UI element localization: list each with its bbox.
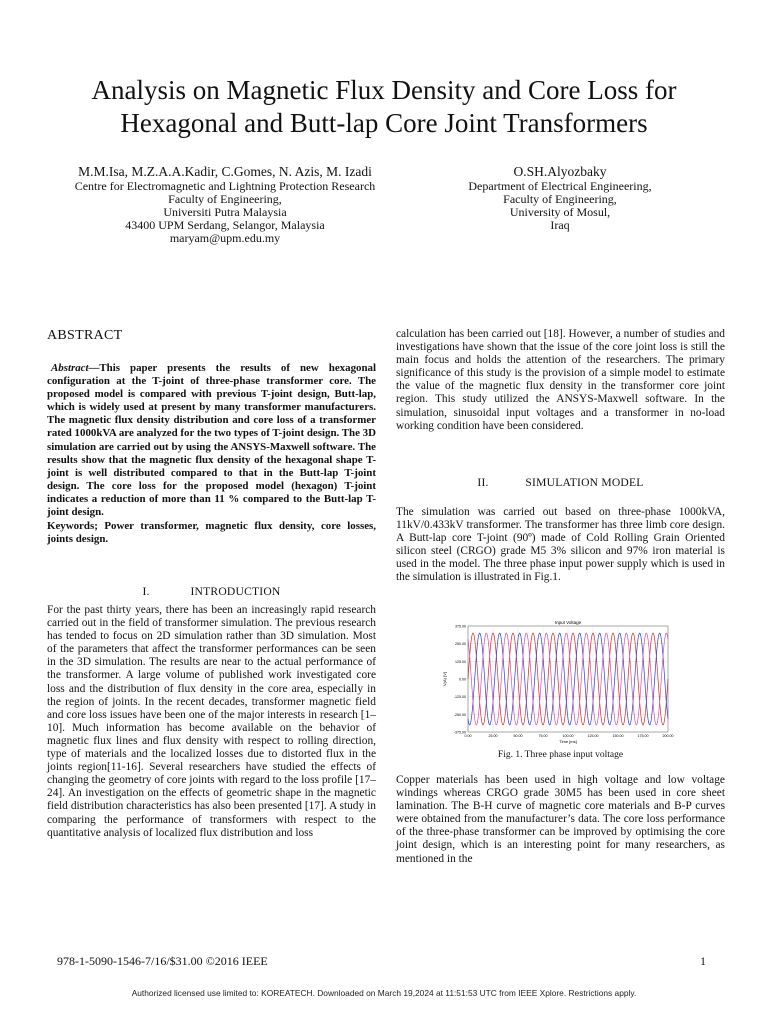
x-tick-label: 100.00 [562, 734, 574, 738]
author-names-right: O.SH.Alyozbaky [513, 164, 607, 179]
author-email[interactable]: maryam@upm.edu.my [169, 231, 281, 245]
x-tick-label: 175.00 [637, 734, 649, 738]
affiliation-line: Centre for Electromagnetic and Lightning Protection Research [74, 179, 376, 193]
figure-caption: Fig. 1. Three phase input voltage [497, 750, 624, 760]
x-tick-label: 125.00 [587, 734, 599, 738]
x-tick-label: 0.00 [464, 734, 472, 738]
affiliation-line: Faculty of Engineering, [168, 192, 282, 206]
y-tick-label: -125.00 [453, 695, 466, 700]
x-axis-label: Time [ms] [559, 739, 577, 744]
abstract-body [47, 362, 376, 519]
introduction-paragraph: For the past thirty years, there has been an increasingly rapid research carried out in the field of transformer simulation. The previous research has tended to focus on 2D simulation rather than 3D simulation. Most of the parameters that affect the transformer performances can be seen in the 3D simulation. The results are near to the actual performance of the transformer. A large volume of published work investigated core loss and the distribution of flux density in the core area, especially in the region of joints. In the recent decades, transformer magnetic field and core loss issues have been one of the major interests in research [1–10]. Much information has become available on the behavior of magnetic flux lines and flux density with respect to rolling direction, type of materials and the localized losses due to distorted flux in the joints region[11-16]. Several researchers have studied the effects of changing the geometry of core joints with regard to the loss profile [17–24]. An investigation on the effects of geometric shape in the magnetic field distribution characteristics has also been presented [17]. A study in comparing the performance of transformers with respect to the quantitative analysis of localized flux distribution and loss [47, 604, 376, 839]
section-heading-simulation-model [396, 476, 725, 489]
x-tick-label: 75.00 [538, 734, 548, 738]
page-number: 1 [700, 954, 706, 968]
y-tick-label: 250.00 [455, 642, 466, 647]
y-tick-label: -250.00 [453, 712, 466, 717]
affiliation-line: Universiti Putra Malaysia [163, 205, 287, 219]
abstract-heading: ABSTRACT [47, 328, 123, 343]
section-number: II. [477, 476, 489, 489]
figure-title: Input Voltage [554, 620, 582, 625]
y-tick-label: -375.00 [453, 730, 466, 735]
author-block-right [400, 164, 720, 232]
figure-input-voltage [440, 616, 678, 746]
affiliation-line: Iraq [550, 218, 570, 232]
affiliation-line: Faculty of Engineering, [503, 192, 617, 206]
author-block-left [40, 164, 410, 245]
section-heading-introduction [47, 585, 376, 598]
affiliation-line: University of Mosul, [509, 205, 611, 219]
abstract-text: —This paper presents the results of new hexagonal configuration at the T-joint of three-phase transformer core. The proposed model is compared with previous T-joint design, Butt-lap, which is widely used at present by many transformer manufacturers. The magnetic flux density distribution and core loss of a transformer rated 1000kVA are analyzed for the two types of T-joint design. The 3D simulation are carried out by using the ANSYS-Maxwell software. The results show that the magnetic flux density of the hexagonal shape T-joint is well distributed compared to that in the Butt-lap T-joint design. The core loss for the proposed model (hexagon) T-joint indicates a reduction of more than 11 % compared to the Butt-lap T-joint design. [47, 362, 376, 519]
y-axis-label: V(A) [V] [442, 671, 447, 687]
affiliation-line: 43400 UPM Serdang, Selangor, Malaysia [125, 218, 325, 232]
x-tick-label: 50.00 [513, 734, 523, 738]
section-number: I. [142, 585, 150, 598]
abstract-lead: Abstract [51, 362, 89, 374]
x-tick-label: 25.00 [488, 734, 498, 738]
keywords: Keywords; Power transformer, magnetic flux density, core losses, joints design. [47, 520, 376, 546]
section-title: SIMULATION MODEL [525, 476, 644, 489]
title-line-1: Analysis on Magnetic Flux Density and Core Loss for [91, 75, 677, 105]
y-tick-label: 125.00 [455, 659, 466, 664]
intro-continued-paragraph: calculation has been carried out [18]. However, a number of studies and investigations have shown that the issue of the core joint loss is still the main focus and holds the attention of the researchers. The primary significance of this study is the provision of a simple model to estimate the value of the magnetic flux density in the transformer core joint region. This study utilized the ANSYS-Maxwell software. In the simulation, sinusoidal input voltages and a transformer in no-load working condition have been considered. [396, 328, 725, 432]
x-tick-labels [465, 734, 674, 738]
y-tick-label: 375.00 [455, 624, 466, 629]
materials-paragraph: Copper materials has been used in high voltage and low voltage windings whereas CRGO grade 30M5 has been used in core sheet lamination. The B-H curve of magnetic core materials and B-P curves were obtained from the manufacturer’s data. The core loss performance of the three-phase transformer can be improved by optimising the core joint design, which is an interesting point for many researchers, as mentioned in the [396, 774, 725, 865]
copyright-footer: 978-1-5090-1546-7/16/$31.00 ©2016 IEEE [57, 954, 268, 968]
voltage-plot [440, 616, 678, 746]
x-tick-label: 150.00 [612, 734, 624, 738]
affiliation-line: Department of Electrical Engineering, [468, 179, 652, 193]
y-tick-label: 0.00 [459, 677, 466, 682]
section-title: INTRODUCTION [190, 585, 281, 598]
simulation-paragraph: The simulation was carried out based on three-phase 1000kVA, 11kV/0.433kV transformer. The transformer has three limb core design. A Butt-lap core T-joint (90º) made of Cold Rolling Grain Oriented silicon steel (CRGO) grade M5 3% silicon and 97% iron material is used in the model. The three phase input power supply which is used in the simulation is illustrated in Fig.1. [396, 506, 725, 584]
paper-title [20, 74, 748, 140]
license-notice: Authorized licensed use limited to: KOREATECH. Downloaded on March 19,2024 at 11:51:53 UTC from IEEE Xplore. Restrictions apply. [131, 988, 637, 998]
title-line-2: Hexagonal and Butt-lap Core Joint Transformers [120, 108, 648, 138]
author-names-left: M.M.Isa, M.Z.A.A.Kadir, C.Gomes, N. Azis, M. Izadi [78, 164, 372, 179]
x-tick-label: 200.00 [662, 734, 674, 738]
